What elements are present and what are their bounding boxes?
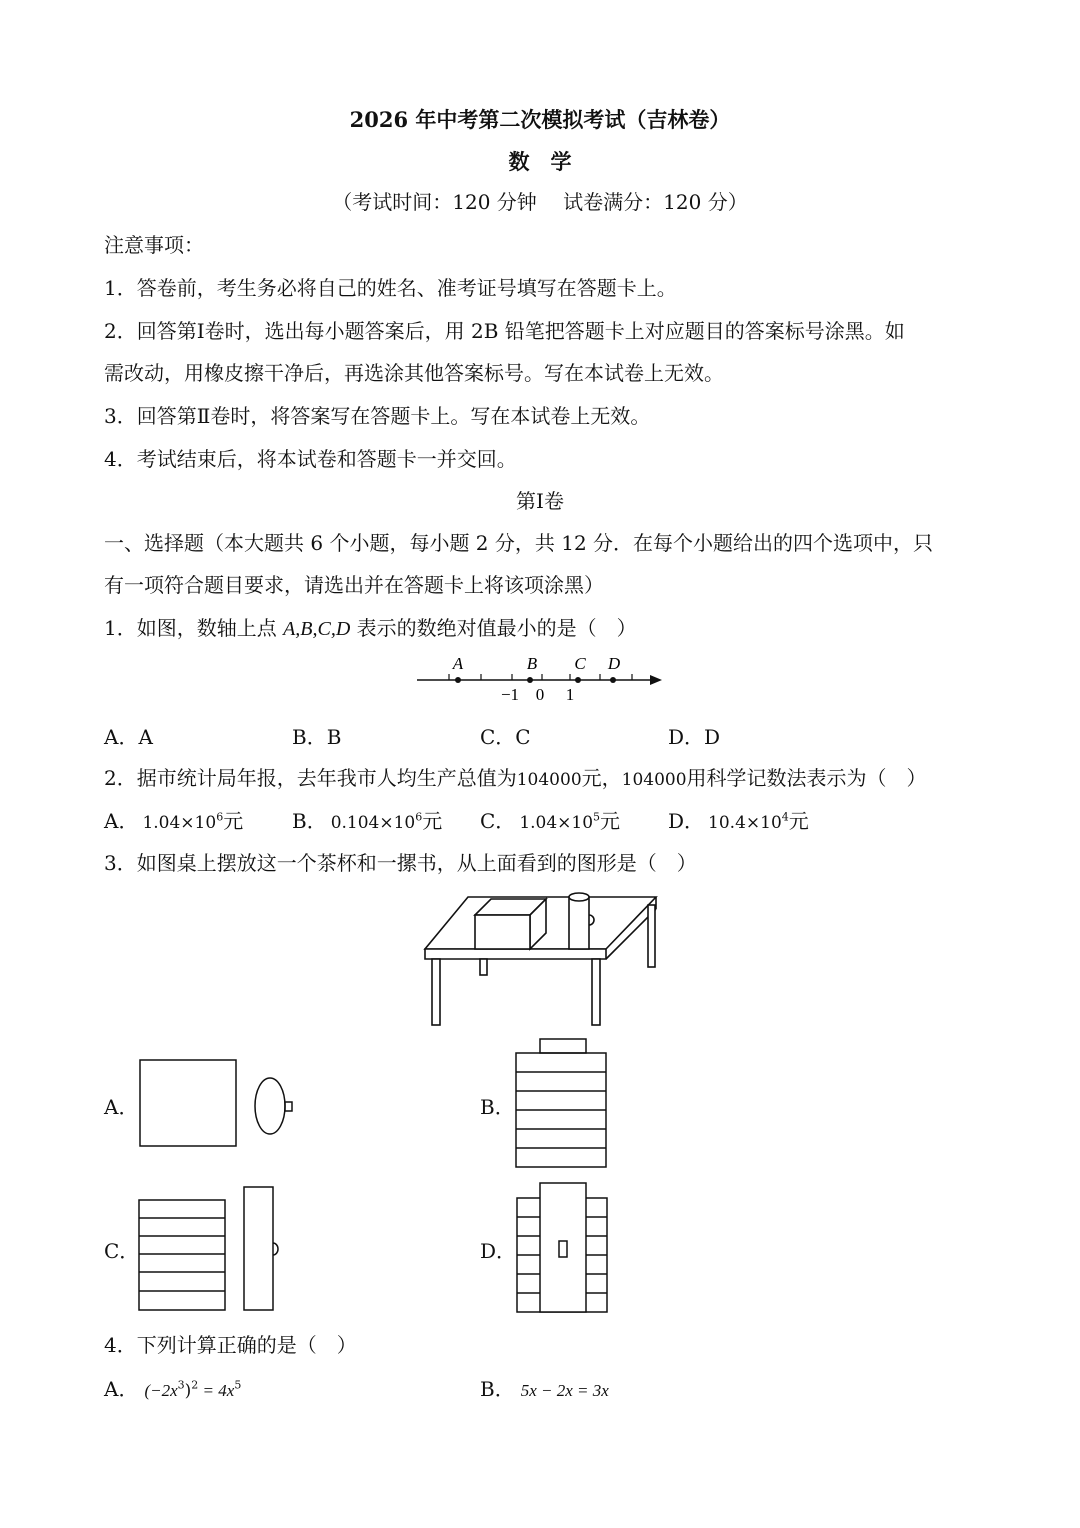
q4-option-a[interactable]: A． $(-2x^3)^2 = 4x^5$ [104,1377,242,1401]
q2-option-b[interactable]: B． $0.104\times 10^6$元 [292,809,443,833]
cup-top-view [255,1078,285,1134]
q2-option-d[interactable]: D． $10.4\times 10^4$元 [668,809,809,833]
q3-option-b-figure[interactable] [514,1036,610,1172]
table-edge [425,949,606,959]
q3-option-a-label[interactable]: A． [104,1095,139,1119]
point-b [527,677,533,683]
question-2-stem: 2．据市统计局年报，去年我市人均生产总值为104000元，104000用科学记数法表示为（ ） [104,766,927,790]
q2-option-a[interactable]: A． $1.04\times 10^6$元 [104,809,244,833]
notes-heading: 注意事项： [104,233,204,257]
question-4-stem: 4．下列计算正确的是（ ） [104,1333,357,1357]
axis-ticks [449,674,632,680]
table-leg [432,959,440,1025]
point-label: D [607,654,621,673]
subject-title: 数 学 [508,149,572,174]
cup-side-view [540,1039,586,1053]
exam-info: （考试时间：120 分钟 试卷满分：120 分） [332,190,748,214]
cup-front-view [540,1183,586,1312]
point-label: A [452,654,464,673]
cup-rim [569,893,589,901]
tick-label: −1 [500,685,520,704]
q3-option-b-label[interactable]: B． [480,1095,515,1119]
point-d [610,677,616,683]
table-leg [648,905,655,967]
question-3-stem: 3．如图桌上摆放这一个茶杯和一摞书，从上面看到的图形是（ ） [104,851,697,875]
note-item: 需改动，用橡皮擦干净后，再选涂其他答案标号。写在本试卷上无效。 [104,361,724,385]
question-1-stem: 1．如图，数轴上点 A,B,C,D 表示的数绝对值最小的是（ ） [104,616,637,640]
q3-option-d-label[interactable]: D． [480,1239,517,1263]
q1-option-d[interactable]: D．D [668,725,721,749]
section-heading: 一、选择题（本大题共 6 个小题，每小题 2 分，共 12 分．在每个小题给出的四个选项中，只 [104,531,934,555]
exam-title: 2026 年中考第二次模拟考试（吉林卷） [349,107,731,132]
cup-handle [285,1102,292,1111]
q1-option-a[interactable]: A．A [104,725,153,749]
q1-option-c[interactable]: C．C [480,725,531,749]
arrow-icon [650,675,662,685]
q1-option-b[interactable]: B．B [292,725,342,749]
section-heading-cont: 有一项符合题目要求，请选出并在答题卡上将该项涂黑） [104,573,604,597]
point-label: C [574,654,586,673]
book-top-view [140,1060,236,1146]
q3-option-a-figure[interactable] [138,1058,298,1150]
table-leg [592,959,600,1025]
cup-side-view [244,1187,273,1310]
cup-body [569,897,589,949]
point-a [455,677,461,683]
q3-option-c-label[interactable]: C． [104,1239,140,1263]
note-item: 1．答卷前，考生务必将自己的姓名、准考证号填写在答题卡上。 [104,276,677,300]
volume-title: 第Ⅰ卷 [516,489,564,513]
point-c [575,677,581,683]
note-item: 4．考试结束后，将本试卷和答题卡一并交回。 [104,447,517,471]
q3-option-d-figure[interactable] [514,1180,610,1316]
tick-label: 1 [565,685,575,704]
q4-option-b[interactable]: B． 5x − 2x = 3x [480,1377,609,1401]
number-line-figure [412,650,672,706]
book-front [475,915,530,949]
q3-option-c-figure[interactable] [136,1184,286,1314]
table-leg [480,959,487,975]
table-figure [420,885,660,1030]
tick-label: 0 [535,685,545,704]
book-stack-view [139,1200,225,1310]
q2-option-c[interactable]: C． $1.04\times 10^5$元 [480,809,621,833]
point-label: B [526,654,538,673]
note-item: 2．回答第Ⅰ卷时，选出每小题答案后，用 2B 铅笔把答题卡上对应题目的答案标号涂黑。如 [104,319,905,343]
note-item: 3．回答第Ⅱ卷时，将答案写在答题卡上。写在本试卷上无效。 [104,404,651,428]
